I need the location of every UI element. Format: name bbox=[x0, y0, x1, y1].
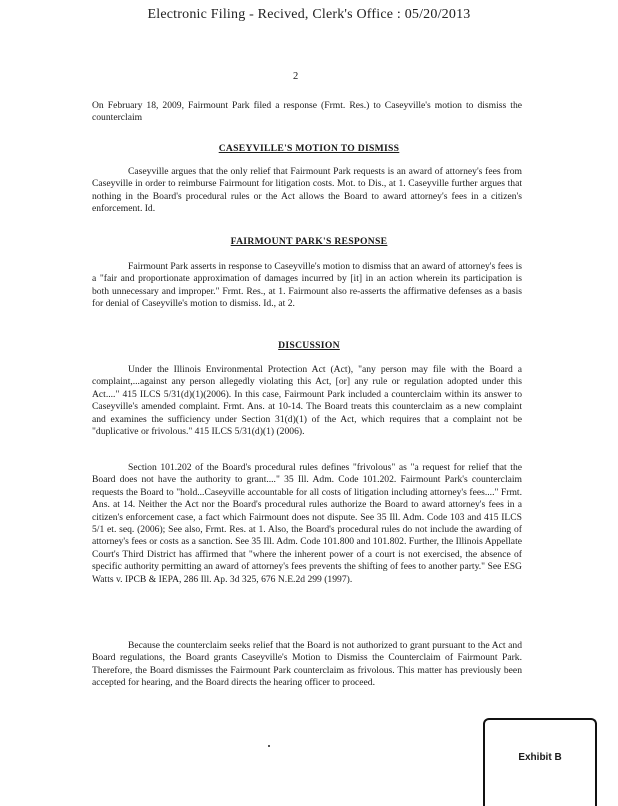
scan-speck bbox=[268, 745, 270, 747]
electronic-filing-header: Electronic Filing - Recived, Clerk's Office : 05/20/2013 bbox=[147, 7, 471, 22]
discussion-paragraph-3: Because the counterclaim seeks relief that the Board is not authorized to grant pursuant to the Act and Board regulations, the Board grants Caseyville's Motion to Dismiss the Counterclaim of Fairmount Park. Therefore, the Board dismisses the Fairmount Park counterclaim as frivolous. This matter has previously been accepted for hearing, and the Board directs the hearing officer to proceed. bbox=[92, 640, 522, 689]
heading-motion-to-dismiss: CASEYVILLE'S MOTION TO DISMISS bbox=[218, 143, 400, 154]
discussion-paragraph-2: Section 101.202 of the Board's procedural rules defines "frivolous" as "a request for relief that the Board does not have the authority to grant...." 35 Ill. Adm. Code 101.202. Fairmount Park's counterclaim requests the Board to "hold...Caseyville accountable for all costs of litigation including attorney's fees...." Frmt. Ans. at 14. Neither the Act nor the Board's procedural rules authorize the Board to award attorney's fees in a citizen's enforcement case, a fact which Fairmount does not dispute. See 35 Ill. Adm. Code 103 and 415 ILCS 5/1 et. seq. (2006); See also, Frmt. Res. at 1. Also, the Board's procedural rules do not include the awarding of attorney's fees or costs as a sanction. See 35 Ill. Adm. Code 101.800 and 101.802. Further, the Illinois Appellate Court's Third District has affirmed that "where the inherent power of a court is not exercised, the absence of specific authority permitting an award of attorney's fees prevents the shifting of fees to another party." See ESG Watts v. IPCB & IEPA, 286 Ill. Ap. 3d 325, 676 N.E.2d 299 (1997). bbox=[92, 462, 522, 585]
heading-response: FAIRMOUNT PARK'S RESPONSE bbox=[230, 236, 388, 247]
discussion-paragraph-1: Under the Illinois Environmental Protection Act (Act), "any person may file with the Board a complaint,...against any person allegedly violating this Act, [or] any rule or regulation adopted under this Act...." 415 ILCS 5/31(d)(1)(2006). In this case, Fairmount Park included a counterclaim within its answer to Caseyville's amended complaint. Frmt. Ans. at 10-14. The Board treats this counterclaim as a new complaint and examines the sufficiency under Section 31(d)(1) of the Act, which requires that a complaint not be "duplicative or frivolous." 415 ILCS 5/31(d)(1) (2006). bbox=[92, 364, 522, 438]
exhibit-label: Exhibit B bbox=[518, 752, 562, 763]
exhibit-tab bbox=[483, 718, 597, 806]
page-number: 2 bbox=[293, 71, 299, 82]
heading-discussion: DISCUSSION bbox=[278, 340, 340, 351]
intro-paragraph: On February 18, 2009, Fairmount Park filed a response (Frmt. Res.) to Caseyville's motion to dismiss the counterclaim bbox=[92, 100, 522, 124]
motion-paragraph: Caseyville argues that the only relief that Fairmount Park requests is an award of attorney's fees from Caseyville in order to reimburse Fairmount for litigation costs. Mot. to Dis., at 1. Caseyville further argues that nothing in the Board's procedural rules or the Act allows the Board to award attorney's fees in a citizen's enforcement. Id. bbox=[92, 166, 522, 215]
response-paragraph: Fairmount Park asserts in response to Caseyville's motion to dismiss that an award of attorney's fees is a "fair and proportionate approximation of damages incurred by [it] in an action wherein its participation is both unnecessary and improper." Frmt. Res., at 1. Fairmount also re-asserts the affirmative defenses as a basis for denial of Caseyville's motion to dismiss. Id., at 2. bbox=[92, 261, 522, 310]
